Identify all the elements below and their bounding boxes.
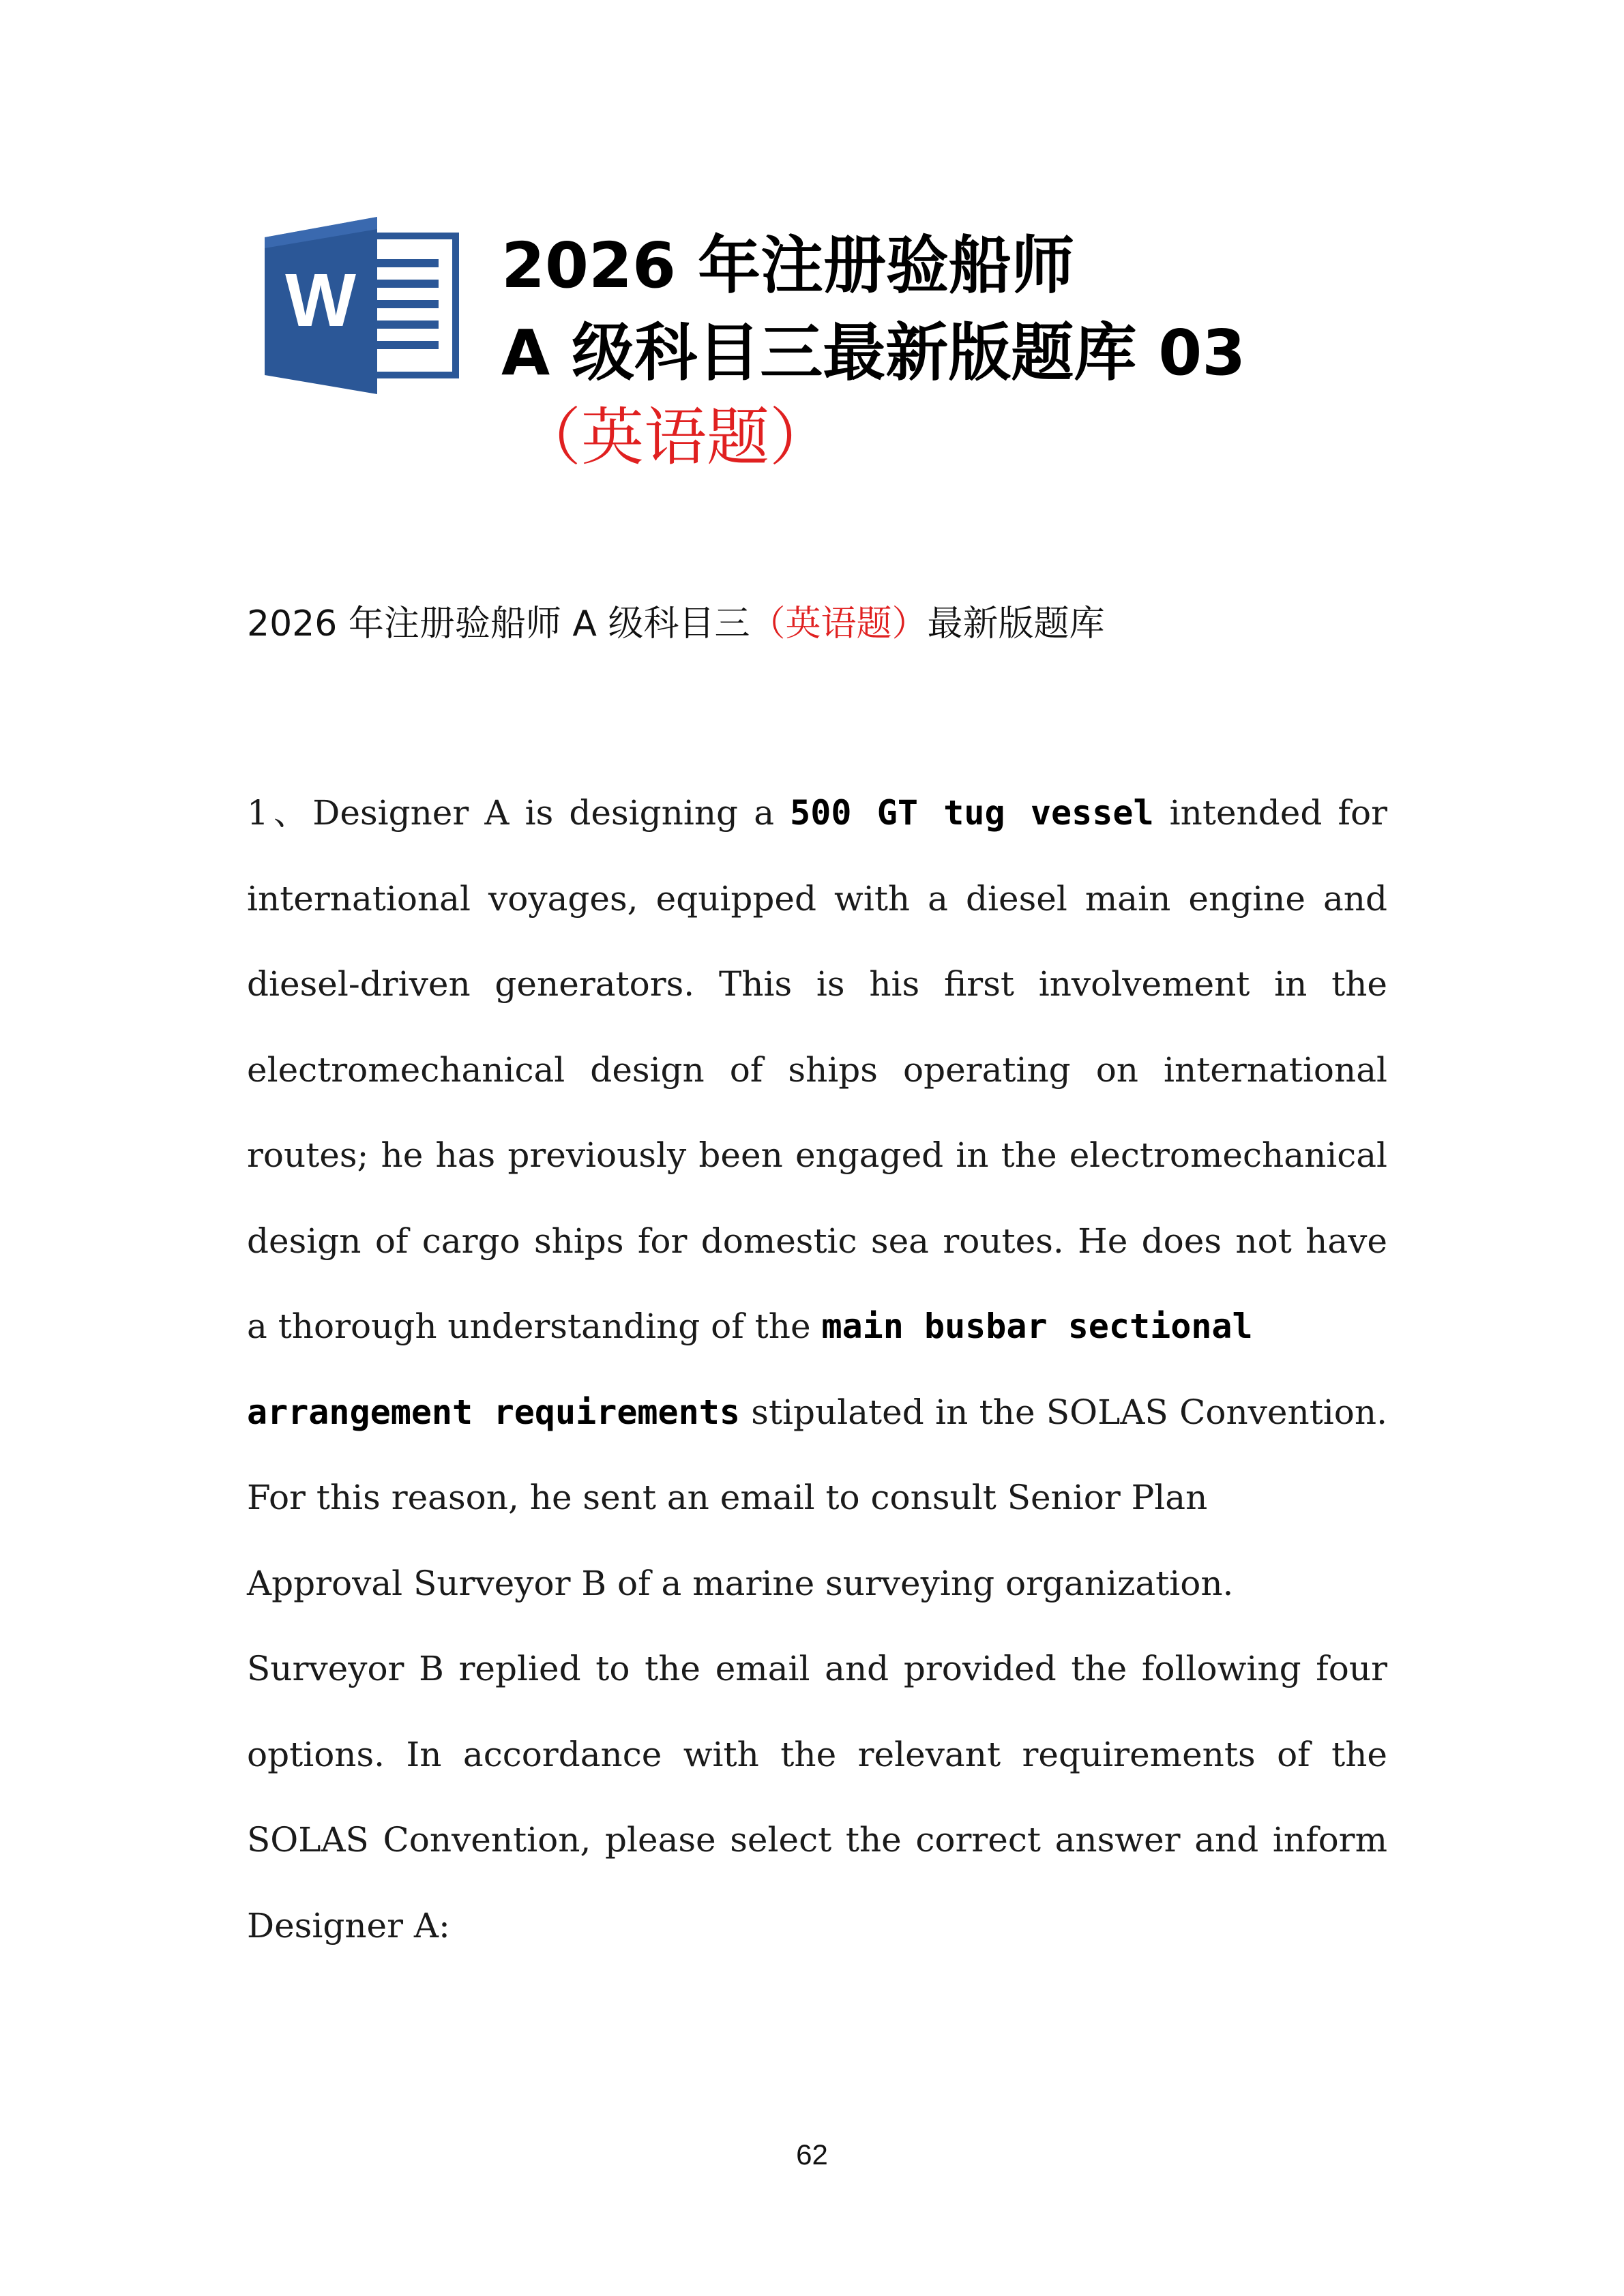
document-title-line-3: （英语题） [518,401,833,474]
question-line-text: SOLAS Convention, please select the correct answer and inform [247,1820,1387,1860]
question-line-text: intended for [1153,793,1387,833]
document-title-line-2: A 级科目三最新版题库 03 [501,316,1246,389]
question-line-text: Designer A: [247,1905,450,1945]
question-line-text: Surveyor B replied to the email and provided the following four [247,1649,1387,1688]
question-line [247,771,1387,856]
question-bold-text: arrangement requirements [247,1392,740,1432]
subtitle-part-2: （英语题） [750,603,928,644]
question-line-text: 1、Designer A is designing a [247,793,791,833]
question-line-text: a thorough understanding of the [247,1307,822,1346]
question-line [247,1798,1387,1883]
question-line-text: design of cargo ships for domestic sea routes. He does not have [247,1221,1387,1261]
question-line [247,1541,1387,1627]
question-bold-text: 500 GT tug vessel [790,793,1154,833]
question-line [247,856,1387,942]
question-line-text: stipulated in the SOLAS Convention. [739,1392,1387,1432]
question-line [247,1455,1387,1541]
word-logo-letter: W [285,258,356,342]
question-line [247,1284,1387,1370]
subtitle-part-1: 2026 年注册验船师 A 级科目三 [247,603,750,644]
question-line-text: electromechanical design of ships operating on international [247,1049,1387,1090]
question-line [247,1712,1387,1798]
question-line [247,1370,1387,1456]
question-line [247,1199,1387,1285]
word-document-icon [265,217,462,394]
document-subtitle [247,600,1105,648]
question-line [247,942,1387,1028]
question-line [247,1626,1387,1712]
question-line [247,1028,1387,1114]
document-title-line-1: 2026 年注册验船师 [501,229,1075,302]
question-line-text: options. In accordance with the relevant requirements of the [247,1734,1387,1774]
question-text [247,771,1387,1969]
subtitle-part-3: 最新版题库 [927,603,1105,644]
question-line [247,1113,1387,1199]
question-bold-text: main busbar sectional [821,1307,1253,1346]
question-line [247,1883,1387,1969]
question-line-text: For this reason, he sent an email to consult Senior Plan [247,1478,1208,1517]
question-line-text: international voyages, equipped with a diesel main engine and [247,878,1387,919]
page-number: 62 [796,2138,828,2171]
question-line-text: diesel-driven generators. This is his first involvement in the [247,964,1387,1004]
question-line-text: routes; he has previously been engaged in the electromechanical [247,1135,1387,1175]
question-line-text: Approval Surveyor B of a marine surveying organization. [247,1563,1234,1603]
